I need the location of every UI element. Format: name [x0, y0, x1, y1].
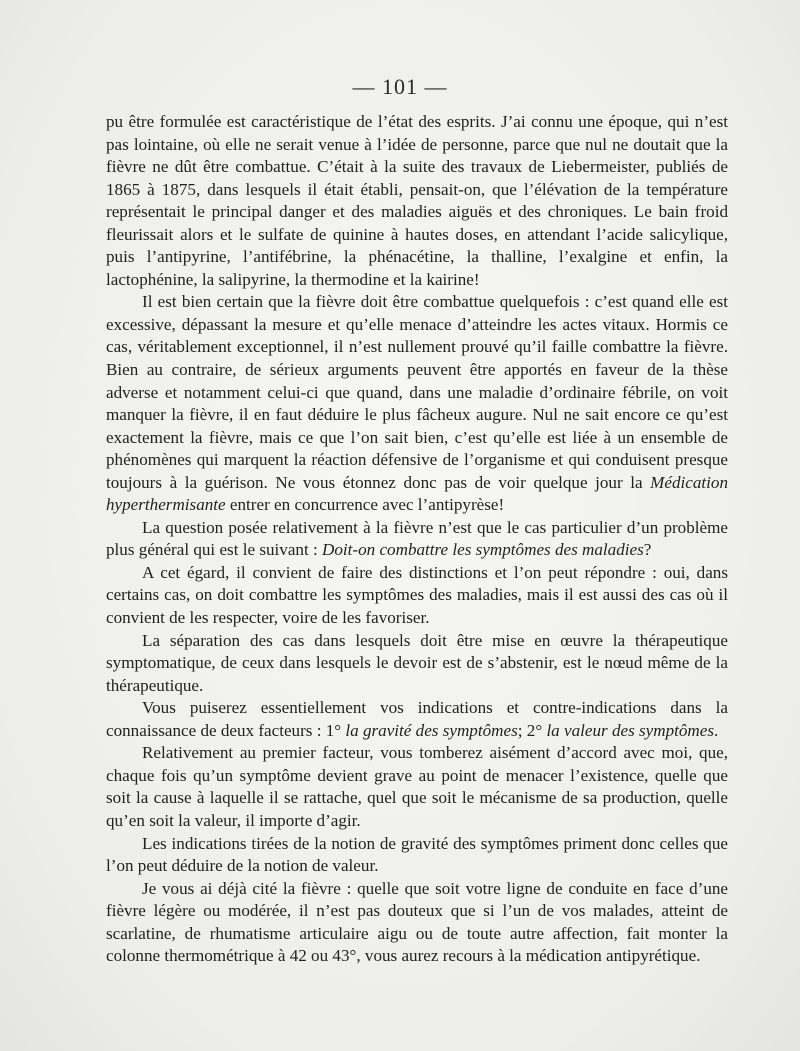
paragraph	[106, 291, 728, 516]
body-text	[106, 111, 728, 968]
text-run: Vous puiserez essentiellement vos indications et contre-indications dans la connaissance de deux facteurs : 1°	[106, 698, 728, 740]
text-run: pu être formulée est caractéristique de l’état des esprits. J’ai connu une époque, qui n’est pas lointaine, où elle ne serait venue à l’idée de personne, parce que nul ne doutait que la fièvre ne dût être combattue. C’était à la suite des travaux de Liebermeister, publiés de 1865 à 1875, dans lesquels il était établi, pensait-on, que l’élévation de la température représentait le principal danger et des maladies aiguës et des chroniques. Le bain froid fleurissait alors et le sulfate de quinine à hautes doses, en attendant l’acide salicylique, puis l’antipyrine, l’antifébrine, la phénacétine, la thalline, l’exalgine et enfin, la lactophénine, la salipyrine, la thermodine et la kairine!	[106, 112, 728, 289]
text-run: .	[714, 720, 719, 740]
italic-text: la gravité des symptômes	[345, 720, 518, 740]
paragraph	[106, 630, 728, 698]
italic-text: Doit-on combattre les symptômes des maladies	[322, 540, 644, 560]
text-run: Relativement au premier facteur, vous tomberez aisément d’accord avec moi, que, chaque fois qu’un symptôme devient grave au point de menacer l’existence, quelle que soit la cause à laquelle il se rattache, quel que soit le mécanisme de sa production, quelle qu’en soit la valeur, il importe d’agir.	[106, 743, 728, 830]
paragraph	[106, 111, 728, 291]
paragraph	[106, 878, 728, 968]
text-run: Les indications tirées de la notion de gravité des symptômes priment donc celles que l’on peut déduire de la notion de valeur.	[106, 833, 728, 876]
italic-text: la valeur des symptômes	[546, 720, 715, 740]
text-run: Il est bien certain que la fièvre doit être combattue quelquefois : c’est quand elle est excessive, dépassant la mesure et qu’elle menace d’atteindre les actes vitaux. Hormis ce cas, véritablement exceptionnel, il n’est nullement prouvé qu’il faille combattre la fièvre. Bien au contraire, de sérieux arguments peuvent être apportés en faveur de la thèse adverse et notamment celui-ci que quand, dans une maladie d’ordinaire fébrile, on voit manquer la fièvre, il en faut déduire le plus fâcheux augure. Nul ne sait encore ce qu’est exactement la fièvre, mais ce que l’on sait bien, c’est qu’elle est liée à un ensemble de phénomènes qui marquent la réaction défensive de l’organisme et qui conduisent presque toujours à la guérison. Ne vous étonnez donc pas de voir quelque jour la	[106, 292, 728, 492]
text-run: ?	[643, 540, 652, 560]
page-number: — 101 —	[352, 74, 448, 99]
paragraph	[106, 833, 728, 878]
paragraph	[106, 742, 728, 832]
text-run: La question posée relativement à la fièvre n’est que le cas particulier d’un problème plus général qui est le suivant :	[106, 517, 728, 560]
paragraph	[106, 697, 728, 742]
paragraph	[106, 562, 728, 630]
paragraph	[106, 517, 728, 562]
text-run: A cet égard, il convient de faire des distinctions et l’on peut répondre : oui, dans certains cas, on doit combattre les symptômes des maladies, mais il est aussi des cas où il convient de les respecter, voire de les favoriser.	[106, 562, 728, 628]
text-run: La séparation des cas dans lesquels doit être mise en œuvre la thérapeutique symptomatique, de ceux dans lesquels le devoir est de s’abstenir, est le nœud même de la thérapeutique.	[106, 630, 728, 695]
text-run: entrer en concurrence avec l’antipyrèse!	[225, 495, 505, 515]
text-run: Je vous ai déjà cité la fièvre : quelle que soit votre ligne de conduite en face d’une fièvre légère ou modérée, il n’est pas douteux que si l’un de vos malades, atteint de scarlatine, de rhumatisme articulaire aigu ou de toute autre affection, fait monter la colonne thermométrique à 42 ou 43°, vous aurez recours à la médication antipyrétique.	[106, 878, 728, 966]
text-run: ; 2°	[517, 720, 547, 740]
italic-text: Médication hyperthermisante	[106, 472, 728, 515]
